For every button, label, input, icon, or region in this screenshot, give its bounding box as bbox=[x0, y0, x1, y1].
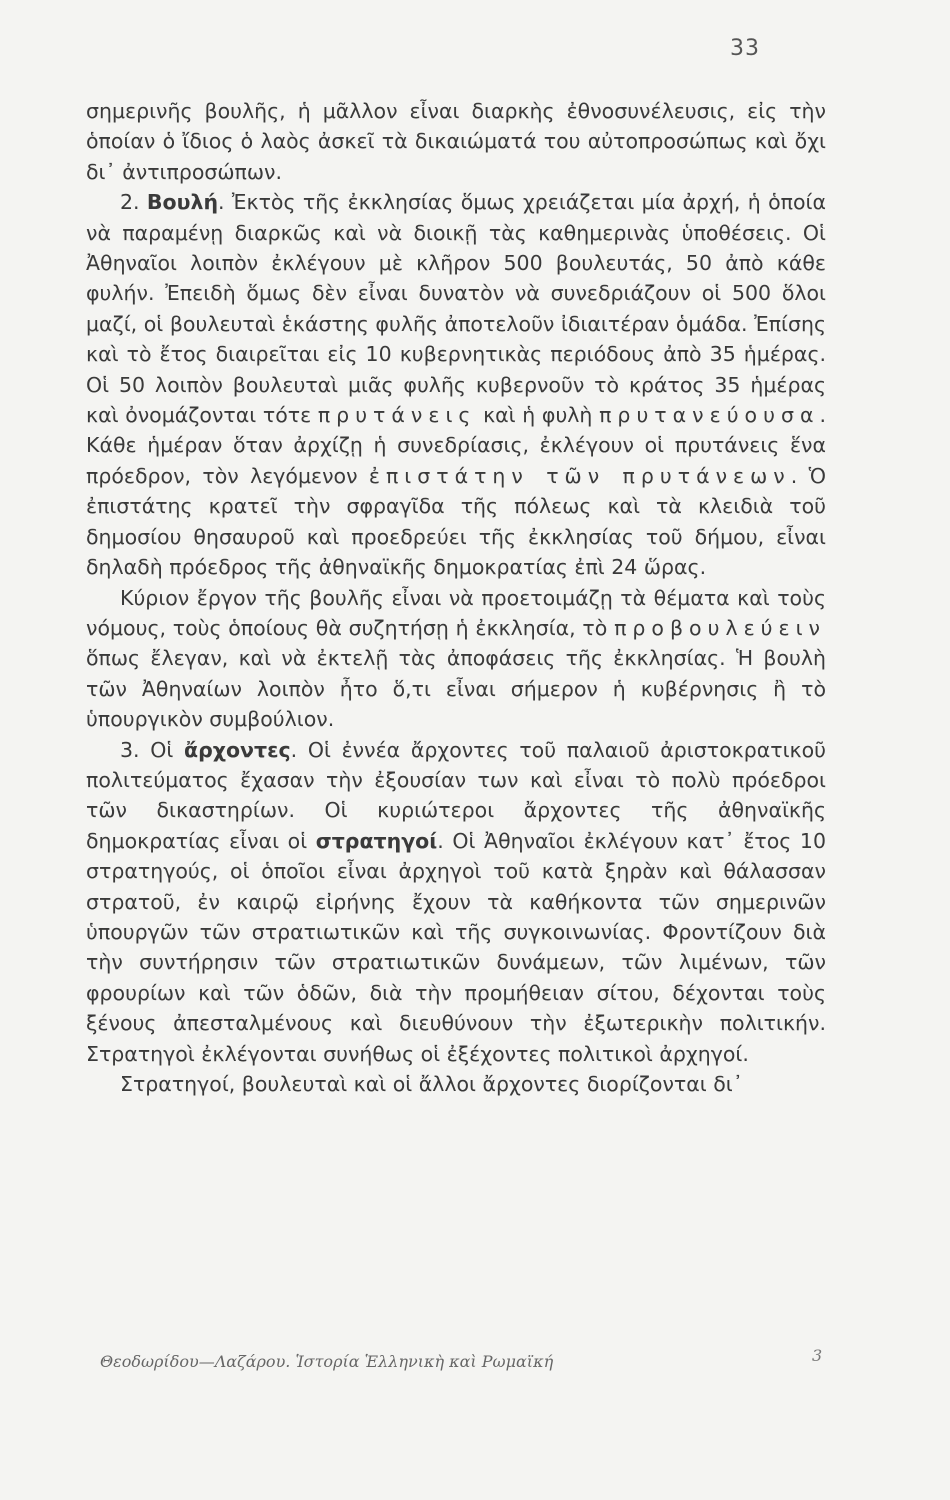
text-run: σημερινῆς βουλῆς, ἡ μᾶλλον εἶναι διαρκὴς ἐθνοσυνέλευσις, εἰς τὴν ὁποίαν ὁ ἴδιος ὁ λαὸς ἀσκεῖ τὰ δικαιώματά του αὐτοπροσώπως καὶ ὄχι δι᾿ ἀντιπροσώπων. bbox=[86, 99, 826, 184]
text-run: . Οἱ Ἀθηναῖοι ἐκλέγουν κατ᾿ ἔτος 10 στρατηγούς, οἱ ὁποῖοι εἶναι ἀρχηγοὶ τοῦ κατὰ ξηρὰν καὶ θάλασσαν στρατοῦ, ἐν καιρῷ εἰρήνης ἔχουν τὰ καθήκοντα τῶν σημερινῶν ὑπουργῶν τῶν στρατιωτικῶν καὶ τῆς συγκοινωνίας. Φροντίζουν διὰ τὴν συντήρησιν τῶν στρατιωτικῶν δυνάμεων, τῶν λιμένων, τῶν φρουρίων καὶ τῶν ὁδῶν, διὰ τὴν προμήθειαν σίτου, δέχονται τοὺς ξένους ἀπεσταλμένους καὶ διευθύνουν τὴν ἐξωτερικὴν πολιτικήν. Στρατηγοὶ ἐκλέγονται συνήθως οἱ ἐξέχοντες πολιτικοὶ ἀρχηγοί. bbox=[86, 828, 826, 1066]
spaced-term: πρυτανεύουσα bbox=[599, 403, 820, 428]
text-run: . Οἱ ἐννέα ἄρχοντες τοῦ παλαιοῦ ἀριστοκρατικοῦ πολιτεύματος ἔχασαν τὴν ἐξουσίαν των καὶ εἶναι τὸ πολὺ πρόεδροι τῶν δικαστηρίων. Οἱ κυριώτεροι ἄρχοντες τῆς ἀθηναϊκῆς δημοκρατίας εἶναι οἱ bbox=[86, 737, 826, 853]
paragraph bbox=[86, 187, 826, 582]
text-run: Στρατηγοί, βουλευταὶ καὶ οἱ ἄλλοι ἄρχοντες διορίζονται δι᾿ bbox=[120, 1072, 743, 1096]
spaced-term: ἐπιστάτην τῶν πρυτάνεων bbox=[368, 463, 791, 488]
spaced-term: προβουλεύειν bbox=[614, 615, 826, 640]
text-run: Κύριον ἔργον τῆς βουλῆς εἶναι νὰ προετοιμάζῃ τὰ θέματα καὶ τοὺς νόμους, τοὺς ὁποίους θὰ συζητήσῃ ἡ ἐκκλησία, τὸ bbox=[86, 585, 826, 640]
paragraph bbox=[86, 1069, 826, 1099]
text-run: ὅπως ἔλεγαν, καὶ νὰ ἐκτελῇ τὰς ἀποφάσεις τῆς ἐκκλησίας. Ἡ βουλὴ τῶν Ἀθηναίων λοιπὸν ἦτο ὅ,τι εἶναι σήμερον ἡ κυβέρνησις ἢ τὸ ὑπουργικὸν συμβούλιον. bbox=[86, 646, 826, 732]
text-run: 2. bbox=[120, 190, 147, 215]
bold-term: ἄρχοντες bbox=[183, 737, 291, 762]
paragraph bbox=[86, 583, 826, 735]
signature-mark: 3 bbox=[812, 1346, 823, 1365]
page-number: 33 bbox=[730, 36, 760, 61]
text-run: . Ὁ ἐπιστάτης κρατεῖ τὴν σφραγῖδα τῆς πόλεως καὶ τὰ κλειδιὰ τοῦ δημοσίου θησαυροῦ καὶ προεδρεύει τῆς ἐκκλησίας τοῦ δήμου, εἶναι δηλαδὴ πρόεδρος τῆς ἀθηναϊκῆς δημοκρατίας ἐπὶ 24 ὥρας. bbox=[86, 463, 826, 580]
body-text bbox=[86, 96, 826, 1099]
footer-citation: Θεοδωρίδου—Λαζάρου. Ἱστορία Ἑλληνικὴ καὶ Ρωμαϊκή bbox=[100, 1352, 554, 1371]
text-run: . Ἐκτὸς τῆς ἐκκλησίας ὅμως χρειάζεται μία ἀρχή, ἡ ὁποία νὰ παραμένῃ διαρκῶς καὶ νὰ διοικῇ τὰς καθημερινὰς ὑποθέσεις. Οἱ Ἀθηναῖοι λοιπὸν ἐκλέγουν μὲ κλῆρον 500 βουλευτάς, 50 ἀπὸ κάθε φυλήν. Ἐπειδὴ ὅμως δὲν εἶναι δυνατὸν νὰ συνεδριάζουν οἱ 500 ὅλοι μαζί, οἱ βουλευταὶ ἑκάστης φυλῆς ἀποτελοῦν ἰδιαιτέραν ὁμάδα. Ἐπίσης καὶ τὸ ἔτος διαιρεῖται εἰς 10 κυβερνητικὰς περιόδους ἀπὸ 35 ἡμέρας. Οἱ 50 λοιπὸν βουλευταὶ μιᾶς φυλῆς κυβερνοῦν τὸ κράτος 35 ἡμέρας καὶ ὀνομάζονται τότε bbox=[86, 190, 826, 428]
paragraph bbox=[86, 96, 826, 187]
bold-term: στρατηγοί bbox=[315, 828, 438, 853]
text-run: 3. Οἱ bbox=[120, 737, 184, 762]
text-run: . Κάθε ἡμέραν ὅταν ἀρχίζῃ ἡ συνεδρίασις, ἐκλέγουν οἱ πρυτάνεις ἕνα πρόεδρον, τὸν λεγόμενον bbox=[86, 403, 826, 488]
paragraph bbox=[86, 735, 826, 1069]
spaced-term: πρυτάνεις bbox=[317, 403, 477, 428]
bold-term: Βουλή bbox=[146, 190, 219, 215]
text-run: καὶ ἡ φυλὴ bbox=[476, 403, 600, 428]
